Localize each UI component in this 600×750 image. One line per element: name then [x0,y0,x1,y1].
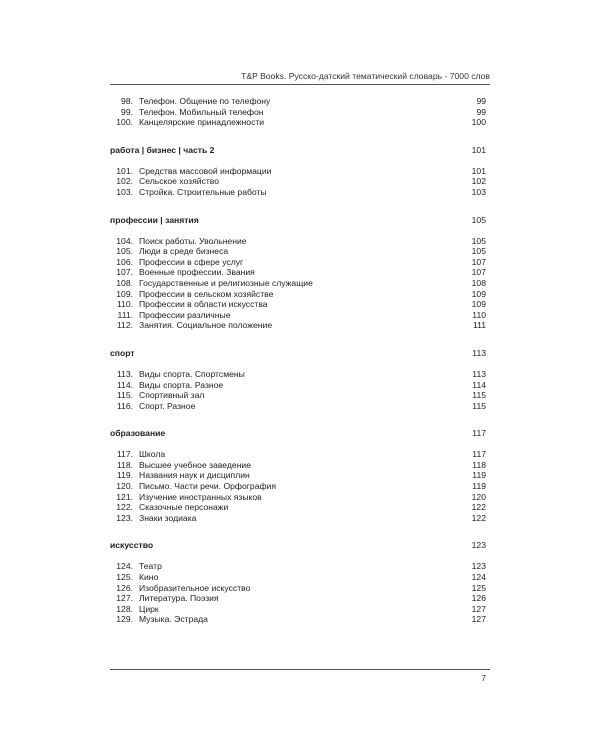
toc-section [110,214,486,331]
section-heading-page: 117 [472,428,486,439]
toc-entry-label [110,299,268,310]
toc-entry-page: 122 [471,512,486,523]
toc-entry-number: 109. [116,288,133,299]
toc-entry[interactable] [110,267,486,278]
toc-entry-title: Поиск работы. Увольнение [139,235,247,246]
toc-entry-page: 109 [471,288,486,299]
toc-entry[interactable] [110,166,486,177]
toc-entry-label [110,513,196,524]
toc-entry-number: 124. [116,561,133,572]
toc-entry[interactable] [110,380,486,391]
toc-entry-title: Канцелярские принадлежности [139,117,265,128]
toc-entry-page: 105 [471,246,486,257]
toc-entry-number: 104. [116,235,133,246]
toc-entry-title: Сельское хозяйство [139,176,220,187]
toc-entry-page: 105 [471,235,486,246]
toc-entry[interactable] [110,369,486,380]
toc-entry-label [110,310,230,321]
toc-entry-number: 101. [116,165,133,176]
toc-entry-number: 119. [116,470,133,481]
toc-entry-label [110,492,262,503]
section-list [110,144,486,625]
toc-entry-page: 127 [471,614,486,625]
toc-entry-page: 117 [472,449,486,460]
toc-entry-title: Литература. Поэзия [139,593,219,604]
toc-entry-title: Цирк [139,603,159,614]
section-heading-title: профессии | занятия [110,214,199,225]
toc-entry-number: 112. [116,320,133,331]
toc-entry-label [110,369,245,380]
toc-entry-number: 106. [116,256,133,267]
toc-entry-label [110,572,158,583]
toc-entry-page: 113 [472,368,486,379]
toc-entry-number: 121. [116,491,133,502]
toc-entry[interactable] [110,561,486,572]
toc-entry-page: 110 [472,309,486,320]
toc-entry-title: Виды спорта. Разное [139,379,224,390]
toc-entry-number: 116. [116,400,133,411]
toc-entry-label [110,257,243,268]
toc-entry-number: 115. [116,390,133,401]
toc-entry-number: 129. [116,614,133,625]
toc-entry-label [110,561,162,572]
toc-entry-title: Стройка. Строительные работы [139,186,267,197]
toc-entry-page: 123 [471,561,486,572]
toc-entry-page: 119 [472,481,486,492]
toc-entry-number: 102. [116,176,133,187]
toc-entry[interactable] [110,492,486,503]
toc-entry-number: 120. [116,481,133,492]
toc-entry-title: Сказочные персонажи [139,502,229,513]
toc-entry-label [110,278,313,289]
section-heading[interactable] [110,427,486,439]
toc-entry-label [110,246,228,257]
toc-entry[interactable] [110,593,486,604]
toc-entry-title: Спортивный зал [139,390,205,401]
header-rule [110,84,490,85]
toc-entry-number: 117. [116,449,133,460]
toc-entry-label [110,117,264,128]
toc-entry-title: Профессии в сельском хозяйстве [139,288,274,299]
toc-entry[interactable] [110,572,486,583]
section-heading[interactable] [110,539,486,551]
toc-entry-title: Театр [139,561,162,572]
toc-entry[interactable] [110,470,486,481]
toc-entry-page: 119 [472,470,486,481]
footer-rule [110,669,490,670]
toc-entry-title: Спорт. Разное [139,400,196,411]
toc-entry-label [110,583,250,594]
toc-entry[interactable] [110,481,486,492]
toc-entry-label [110,593,219,604]
toc-entry-page: 102 [471,176,486,187]
toc-entry-number: 105. [116,246,133,257]
toc-entry-page: 111 [472,320,486,331]
toc-entry-label [110,320,272,331]
toc-entry-label [110,380,223,391]
toc-entry-number: 123. [116,512,133,523]
toc-entry[interactable] [110,390,486,401]
toc-entry-title: Средства массовой информации [139,165,272,176]
toc-entry-page: 127 [471,603,486,614]
toc-entry-label [110,289,273,300]
toc-entry-title: Занятия. Социальное положение [139,320,273,331]
toc-entry-page: 99 [476,96,486,106]
section-heading-page: 113 [472,347,486,358]
toc-entry[interactable] [110,96,486,107]
intro-entry-list [110,96,486,128]
toc-entry-label [110,614,208,625]
toc-entry-title: Виды спорта. Спортсмены [139,368,245,379]
toc-entry-label [110,187,267,198]
toc-entry-title: Изучение иностранных языков [139,491,262,502]
section-heading[interactable] [110,214,486,226]
toc-entry-label [110,502,228,513]
toc-entry-page: 107 [471,256,486,267]
toc-entry-page: 101 [471,165,486,176]
toc-entry-number: 114. [116,379,133,390]
toc-entry-page: 118 [472,459,486,470]
toc-entry[interactable] [110,614,486,625]
toc-entry[interactable] [110,299,486,310]
section-heading-title: спорт [110,347,135,358]
toc-entry-number: 103. [116,186,133,197]
toc-entry[interactable] [110,187,486,198]
toc-entry-page: 103 [471,186,486,197]
toc-entry[interactable] [110,236,486,247]
toc-entry-page: 126 [471,593,486,604]
toc-entry[interactable] [110,583,486,594]
running-header: T&P Books. Русско-датский тематический словарь - 7000 слов [241,71,490,81]
toc-entry-label [110,166,271,177]
section-heading-title: работа | бизнес | часть 2 [110,144,215,155]
toc-entry-title: Названия наук и дисциплин [139,470,250,481]
toc-entry-number: 111. [117,309,133,320]
toc-entry-number: 127. [116,593,133,604]
section-heading-page: 105 [471,214,486,225]
toc-entry[interactable] [110,246,486,257]
toc-entry-title: Школа [139,449,166,460]
toc-entry[interactable] [110,401,486,412]
toc-entry-title: Люди в среде бизнеса [139,246,229,257]
section-heading[interactable] [110,144,486,156]
toc-entry-number: 125. [116,572,133,583]
toc-entry[interactable] [110,502,486,513]
toc-entry-number: 110. [116,299,133,310]
toc-entry-title: Высшее учебное заведение [139,459,252,470]
toc-entry-number: 100. [116,117,133,128]
toc-entry[interactable] [110,117,486,128]
toc-entry[interactable] [110,107,486,118]
toc-entry-title: Военные профессии. Звания [139,267,255,278]
toc-entry-label [110,481,276,492]
toc-entry-title: Профессии различные [139,309,231,320]
toc-entry-label [110,604,159,615]
toc-entry[interactable] [110,176,486,187]
section-heading-page: 101 [471,144,486,155]
toc-entry[interactable] [110,460,486,471]
toc-entry-number: 108. [116,277,133,288]
toc-entry-label [110,470,250,481]
toc-entry-title: Музыка. Эстрада [139,614,208,625]
toc-entry-label [110,267,255,278]
toc-entry[interactable] [110,513,486,524]
toc-entry[interactable] [110,449,486,460]
toc-entry-title: Изобразительное искусство [139,582,251,593]
toc-entry[interactable] [110,278,486,289]
toc-section [110,539,486,625]
toc-section [110,427,486,523]
toc-entry[interactable] [110,320,486,331]
toc-section [110,347,486,411]
toc-entry-page: 120 [471,491,486,502]
page-number: 7 [481,673,486,683]
toc-entry-page: 124 [471,572,486,583]
toc-entry-label [110,96,270,107]
toc-entry-number: 107. [116,267,133,278]
toc-entry-label [110,176,219,187]
section-heading-page: 123 [471,540,486,551]
toc-entry-label [110,401,195,412]
toc-entry-title: Телефон. Общение по телефону [139,96,271,106]
section-heading[interactable] [110,347,486,359]
toc-entry[interactable] [110,257,486,268]
toc-entry-label [110,236,247,247]
toc-entry-page: 99 [476,106,486,117]
toc-entry-page: 115 [472,400,486,411]
toc-entry-number: 126. [116,582,133,593]
toc-entry[interactable] [110,604,486,615]
toc-entry-number: 98. [121,96,133,106]
toc-entry-number: 113. [116,368,133,379]
toc-entry-title: Телефон. Мобильный телефон [139,106,264,117]
toc-entry-title: Профессии в сфере услуг [139,256,244,267]
toc-entry-page: 125 [471,582,486,593]
toc-entry-label [110,390,204,401]
toc-entry-title: Кино [139,572,159,583]
toc-entry-page: 115 [472,390,486,401]
toc-entry-page: 114 [472,379,486,390]
section-heading-title: искусство [110,540,154,551]
toc-entry-number: 99. [121,106,133,117]
toc-entry-title: Профессии в области искусства [139,299,268,310]
toc-entry-label [110,449,165,460]
toc-entry-page: 109 [471,299,486,310]
toc-entry-number: 128. [116,603,133,614]
toc-entry-number: 122. [116,502,133,513]
toc-entry[interactable] [110,310,486,321]
toc-entry-title: Знаки зодиака [139,512,197,523]
toc-entry-page: 107 [471,267,486,278]
toc-entry-page: 122 [471,502,486,513]
toc-entry-page: 100 [471,117,486,128]
toc-entry-page: 108 [471,277,486,288]
table-of-contents [110,96,486,625]
toc-entry-title: Письмо. Части речи. Орфография [139,481,277,492]
toc-entry-title: Государственные и религиозные служащие [139,277,313,288]
section-heading-title: образование [110,428,166,439]
toc-section [110,144,486,198]
toc-entry-number: 118. [116,459,133,470]
toc-entry-label [110,107,264,118]
toc-entry-label [110,460,251,471]
toc-entry[interactable] [110,289,486,300]
